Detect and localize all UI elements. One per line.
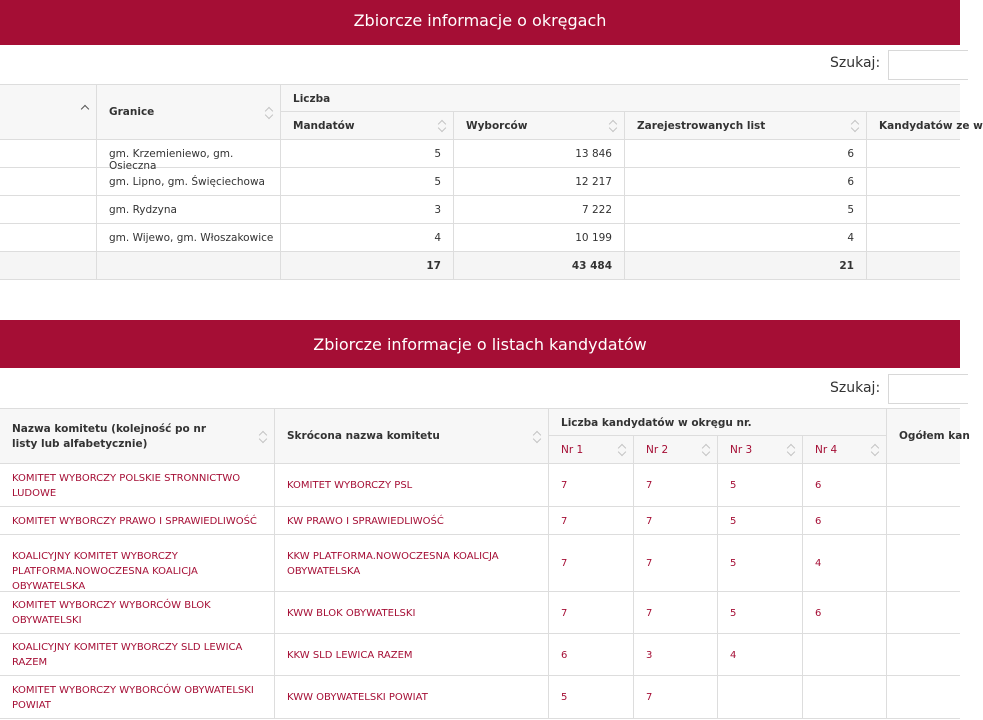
lists-section-title: Zbiorcze informacje o listach kandydatów xyxy=(313,335,647,354)
nr1-value: 7 xyxy=(561,608,568,619)
total-empty-cell xyxy=(0,252,97,280)
nr2-header-label: Nr 2 xyxy=(646,444,669,456)
nazwa-cell xyxy=(0,592,275,634)
nr4-header-label: Nr 4 xyxy=(815,444,838,456)
nr1-header-label: Nr 1 xyxy=(561,444,584,456)
nr3-cell xyxy=(718,592,803,634)
total-listy-cell xyxy=(625,252,867,280)
skrocona-cell xyxy=(275,676,549,719)
districts-search-label: Szukaj: xyxy=(830,55,881,71)
nr2-value: 7 xyxy=(646,480,653,491)
skrocona-value[interactable]: KWW OBYWATELSKI POWIAT xyxy=(287,692,428,703)
ogolem-header-label: Ogółem kan xyxy=(899,430,970,442)
empty-cell xyxy=(867,168,960,196)
sort-icon xyxy=(871,443,880,457)
districts-col-mandatow-header[interactable] xyxy=(281,112,454,140)
nr3-value: 5 xyxy=(730,480,737,491)
skrocona-value[interactable]: KW PRAWO I SPRAWIEDLIWOŚĆ xyxy=(287,516,444,527)
granice-value: gm. Wijewo, gm. Włoszakowice xyxy=(109,232,274,244)
wyborcow-cell xyxy=(454,196,625,224)
granice-value: gm. Krzemieniewo, gm. Osieczna xyxy=(109,148,234,172)
districts-col-wyborcow-header[interactable] xyxy=(454,112,625,140)
skrocona-cell xyxy=(275,464,549,507)
granice-cell xyxy=(97,168,281,196)
nr2-cell xyxy=(634,507,718,535)
nr2-value: 7 xyxy=(646,608,653,619)
wyborcow-cell xyxy=(454,168,625,196)
listy-cell xyxy=(625,168,867,196)
nazwa-cell xyxy=(0,507,275,535)
nr1-cell xyxy=(549,535,634,592)
skrocona-value[interactable]: KOMITET WYBORCZY PSL xyxy=(287,480,413,491)
districts-col-kandydatow-header[interactable] xyxy=(867,112,983,140)
granice-cell xyxy=(97,224,281,252)
skrocona-cell xyxy=(275,535,549,592)
nr1-value: 7 xyxy=(561,516,568,527)
districts-col-liczba-group xyxy=(281,84,960,112)
lists-col-liczba-group xyxy=(549,408,887,436)
listy-header-label: Zarejestrowanych list xyxy=(637,120,766,132)
granice-value: gm. Lipno, gm. Święciechowa xyxy=(109,176,265,188)
liczba-header-label: Liczba xyxy=(293,93,331,105)
nr1-cell xyxy=(549,464,634,507)
kandydatow-header-label: Kandydatów ze w xyxy=(879,120,983,132)
wyborcow-cell xyxy=(454,140,625,168)
wyborcow-value: 13 846 xyxy=(575,148,612,160)
mandatow-cell xyxy=(281,224,454,252)
empty-cell xyxy=(867,224,960,252)
nr1-cell xyxy=(549,592,634,634)
skrocona-value[interactable]: KKW SLD LEWICA RAZEM xyxy=(287,650,413,661)
districts-col-listy-header[interactable] xyxy=(625,112,867,140)
nazwa-value[interactable]: KOMITET WYBORCZY PRAWO I SPRAWIEDLIWOŚĆ xyxy=(12,516,257,527)
nr2-value: 7 xyxy=(646,516,653,527)
nr1-cell xyxy=(549,676,634,719)
nr3-value: 5 xyxy=(730,516,737,527)
granice-cell xyxy=(97,196,281,224)
nr4-cell xyxy=(803,507,887,535)
skrocona-header-label: Skrócona nazwa komitetu xyxy=(287,430,440,442)
nazwa-value[interactable]: KOMITET WYBORCZY POLSKIE STRONNICTWO LUDOWE xyxy=(12,473,241,499)
nr3-cell xyxy=(718,507,803,535)
skrocona-cell xyxy=(275,634,549,676)
mandatow-value: 4 xyxy=(434,232,441,244)
ogolem-cell xyxy=(887,676,960,719)
nr3-value: 4 xyxy=(730,650,737,661)
nr1-cell xyxy=(549,634,634,676)
districts-section-title-bar xyxy=(0,0,960,45)
wyborcow-cell xyxy=(454,224,625,252)
districts-col-number-header[interactable] xyxy=(0,84,97,140)
skrocona-value[interactable]: KKW PLATFORMA.NOWOCZESNA KOALICJA OBYWATELSKA xyxy=(287,551,499,577)
listy-cell xyxy=(625,140,867,168)
listy-cell xyxy=(625,224,867,252)
nazwa-cell xyxy=(0,634,275,676)
districts-col-granice-header[interactable] xyxy=(97,84,281,140)
mandatow-value: 5 xyxy=(434,148,441,160)
nazwa-value[interactable]: KOALICYJNY KOMITET WYBORCZY SLD LEWICA RAZEM xyxy=(12,642,243,668)
empty-cell xyxy=(0,140,97,168)
total-wyborcow-value: 43 484 xyxy=(571,260,612,272)
listy-value: 4 xyxy=(847,232,854,244)
nr1-value: 7 xyxy=(561,480,568,491)
nazwa-cell xyxy=(0,535,275,592)
nr2-cell xyxy=(634,592,718,634)
sort-icon xyxy=(265,106,274,120)
nr4-cell xyxy=(803,464,887,507)
nr2-cell xyxy=(634,634,718,676)
nr4-cell xyxy=(803,634,887,676)
districts-section-title: Zbiorcze informacje o okręgach xyxy=(353,11,607,30)
lists-col-nazwa-header[interactable] xyxy=(0,408,275,464)
total-empty-cell xyxy=(97,252,281,280)
wyborcow-value: 12 217 xyxy=(575,176,612,188)
lists-col-nr3-header[interactable] xyxy=(718,436,803,464)
nr4-cell xyxy=(803,592,887,634)
nr2-value: 7 xyxy=(646,558,653,569)
listy-cell xyxy=(625,196,867,224)
nr1-value: 5 xyxy=(561,692,568,703)
mandatow-cell xyxy=(281,140,454,168)
sort-icon xyxy=(438,119,447,133)
skrocona-cell xyxy=(275,507,549,535)
empty-cell xyxy=(867,196,960,224)
mandatow-value: 3 xyxy=(434,204,441,216)
total-empty-cell xyxy=(867,252,960,280)
nr1-cell xyxy=(549,507,634,535)
wyborcow-value: 10 199 xyxy=(575,232,612,244)
nazwa-cell xyxy=(0,676,275,719)
nazwa-cell xyxy=(0,464,275,507)
nr2-cell xyxy=(634,464,718,507)
nr1-value: 6 xyxy=(561,650,568,661)
ogolem-cell xyxy=(887,535,960,592)
ogolem-cell xyxy=(887,507,960,535)
nr3-cell xyxy=(718,634,803,676)
empty-cell xyxy=(0,168,97,196)
sort-icon xyxy=(702,443,711,457)
empty-cell xyxy=(0,196,97,224)
granice-value: gm. Rydzyna xyxy=(109,204,177,216)
nr3-header-label: Nr 3 xyxy=(730,444,753,456)
lists-section-title-bar xyxy=(0,320,960,368)
lists-search-input[interactable] xyxy=(888,374,968,404)
sort-icon xyxy=(787,443,796,457)
sort-asc-icon xyxy=(81,103,90,112)
nr3-cell xyxy=(718,464,803,507)
listy-value: 6 xyxy=(847,176,854,188)
sort-icon xyxy=(851,119,860,133)
nazwa-value[interactable]: KOMITET WYBORCZY WYBORCÓW OBYWATELSKI POWIAT xyxy=(12,685,254,711)
nr4-cell xyxy=(803,676,887,719)
total-mandatow-cell xyxy=(281,252,454,280)
mandatow-header-label: Mandatów xyxy=(293,120,355,132)
sort-icon xyxy=(259,430,268,444)
nazwa-value[interactable]: KOALICYJNY KOMITET WYBORCZY PLATFORMA.NOWOCZESNA KOALICJA OBYWATELSKA xyxy=(12,551,198,592)
listy-value: 6 xyxy=(847,148,854,160)
lists-search-label: Szukaj: xyxy=(830,380,881,396)
ogolem-cell xyxy=(887,464,960,507)
total-mandatow-value: 17 xyxy=(426,260,441,272)
nr4-cell xyxy=(803,535,887,592)
lists-col-nr4-header[interactable] xyxy=(803,436,887,464)
nr2-cell xyxy=(634,535,718,592)
empty-cell xyxy=(0,224,97,252)
nr3-cell xyxy=(718,676,803,719)
nr2-value: 3 xyxy=(646,650,653,661)
nr2-cell xyxy=(634,676,718,719)
lists-col-skrocona-header[interactable] xyxy=(275,408,549,464)
mandatow-cell xyxy=(281,168,454,196)
skrocona-value[interactable]: KWW BLOK OBYWATELSKI xyxy=(287,608,416,619)
districts-search-input[interactable] xyxy=(888,50,968,80)
sort-icon xyxy=(533,430,542,444)
sort-icon xyxy=(618,443,627,457)
listy-value: 5 xyxy=(847,204,854,216)
nazwa-value[interactable]: KOMITET WYBORCZY WYBORCÓW BLOK OBYWATELSKI xyxy=(12,600,211,626)
nr4-value: 4 xyxy=(815,558,822,569)
sort-icon xyxy=(609,119,618,133)
ogolem-cell xyxy=(887,592,960,634)
mandatow-cell xyxy=(281,196,454,224)
lists-col-ogolem-header[interactable] xyxy=(887,408,970,464)
nr3-value: 5 xyxy=(730,558,737,569)
liczba-kandydatow-header-label: Liczba kandydatów w okręgu nr. xyxy=(561,417,752,429)
nr3-cell xyxy=(718,535,803,592)
nr4-value: 6 xyxy=(815,480,822,491)
nr2-value: 7 xyxy=(646,692,653,703)
nr1-value: 7 xyxy=(561,558,568,569)
empty-cell xyxy=(867,140,960,168)
nazwa-header-label: Nazwa komitetu (kolejność po nr listy lub alfabetycznie) xyxy=(12,423,207,450)
nr3-value: 5 xyxy=(730,608,737,619)
wyborcow-header-label: Wyborców xyxy=(466,120,528,132)
wyborcow-value: 7 222 xyxy=(581,204,612,216)
ogolem-cell xyxy=(887,634,960,676)
granice-header-label: Granice xyxy=(109,106,155,118)
total-wyborcow-cell xyxy=(454,252,625,280)
skrocona-cell xyxy=(275,592,549,634)
lists-col-nr1-header[interactable] xyxy=(549,436,634,464)
nr4-value: 6 xyxy=(815,516,822,527)
mandatow-value: 5 xyxy=(434,176,441,188)
granice-cell xyxy=(97,140,281,172)
lists-col-nr2-header[interactable] xyxy=(634,436,718,464)
nr4-value: 6 xyxy=(815,608,822,619)
total-listy-value: 21 xyxy=(839,260,854,272)
